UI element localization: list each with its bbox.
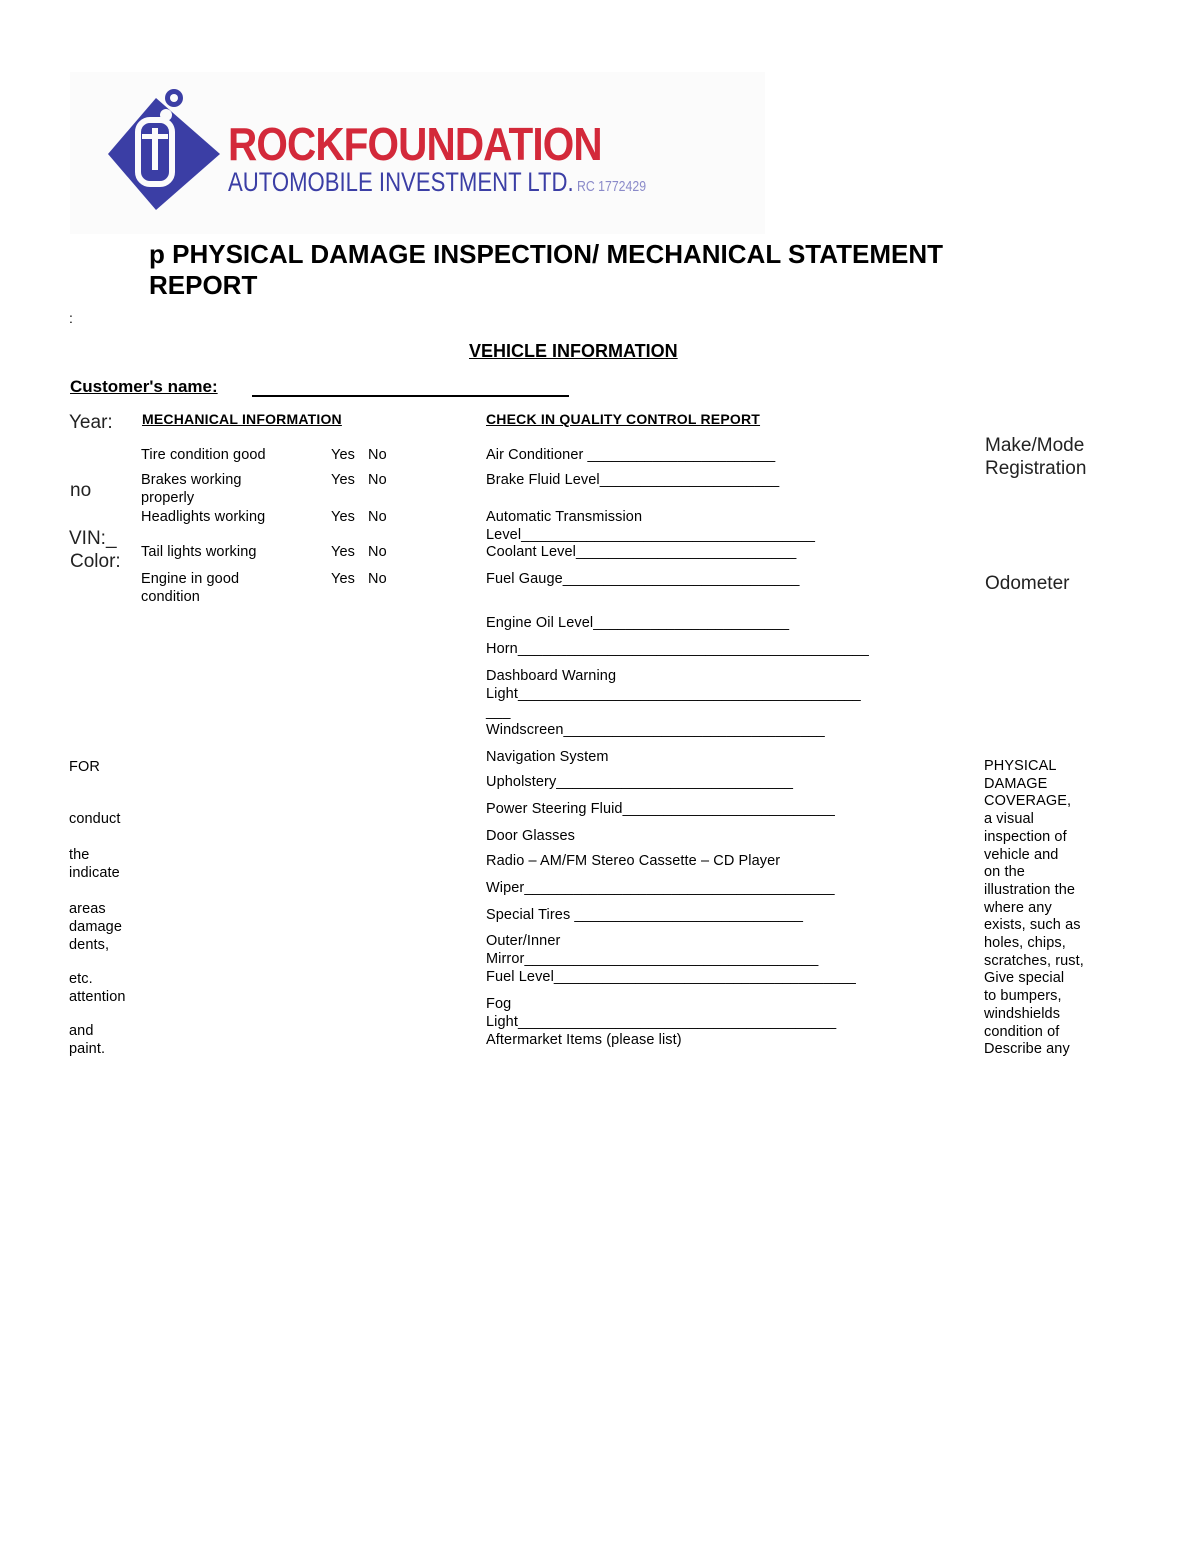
odometer-label: Odometer <box>985 573 1070 594</box>
no-option[interactable]: No <box>368 472 387 488</box>
colon-mark: : <box>69 310 73 326</box>
physical-damage-note: PHYSICAL DAMAGE COVERAGE, a visual inspection of vehicle and on the illustration the where any exists, such as holes, chips, scratches, rust, Give special to bumpers, windshields condition of Describe any <box>984 758 1084 1058</box>
yes-option[interactable]: Yes <box>331 571 355 587</box>
mechanical-heading: MECHANICAL INFORMATION <box>142 411 342 427</box>
customer-name-field[interactable] <box>252 395 569 397</box>
mechanical-item-label: Tire condition good <box>141 447 266 463</box>
checkin-item[interactable]: Aftermarket Items (please list) <box>486 1032 682 1048</box>
logo-company-name: ROCKFOUNDATION <box>228 118 602 170</box>
checkin-item[interactable]: Outer/Inner Mirror____________________________________ <box>486 933 819 967</box>
checkin-item[interactable]: Horn___________________________________________ <box>486 641 869 657</box>
checkin-item[interactable]: Windscreen________________________________ <box>486 722 825 738</box>
mechanical-item-label: Brakes working properly <box>141 472 242 506</box>
no-option[interactable]: No <box>368 571 387 587</box>
checkin-item[interactable]: Wiper______________________________________ <box>486 880 835 896</box>
checkin-item[interactable]: Coolant Level___________________________ <box>486 544 797 560</box>
mechanical-item-label: Headlights working <box>141 509 266 525</box>
year-label: Year: <box>69 412 113 433</box>
left-note: etc. attention <box>69 971 126 1005</box>
checkin-item[interactable]: Fuel Level_____________________________________ <box>486 969 856 985</box>
checkin-item[interactable]: Engine Oil Level________________________ <box>486 615 790 631</box>
yes-option[interactable]: Yes <box>331 472 355 488</box>
left-note: areas damage dents, <box>69 901 122 953</box>
color-label: Color: <box>70 551 121 572</box>
checkin-item[interactable]: Navigation System <box>486 749 609 765</box>
checkin-item[interactable]: Brake Fluid Level______________________ <box>486 472 780 488</box>
checkin-item[interactable]: Automatic Transmission Level____________________________________ <box>486 509 816 543</box>
yes-option[interactable]: Yes <box>331 509 355 525</box>
left-note: conduct <box>69 811 121 827</box>
no-option[interactable]: No <box>368 509 387 525</box>
no-option[interactable]: No <box>368 544 387 560</box>
checkin-item[interactable]: Upholstery_____________________________ <box>486 774 794 790</box>
checkin-item[interactable]: Special Tires ____________________________ <box>486 907 804 923</box>
left-note: the indicate <box>69 847 120 881</box>
checkin-item[interactable]: Radio – AM/FM Stereo Cassette – CD Player <box>486 853 781 869</box>
checkin-heading: CHECK IN QUALITY CONTROL REPORT <box>486 411 761 427</box>
checkin-item[interactable]: Air Conditioner _______________________ <box>486 447 776 463</box>
company-logo <box>70 72 765 234</box>
mechanical-item-label: Engine in good condition <box>141 571 240 605</box>
customer-name-label: Customer's name: <box>70 377 218 396</box>
checkin-item[interactable]: Fuel Gauge_____________________________ <box>486 571 800 587</box>
checkin-item[interactable]: Power Steering Fluid__________________________ <box>486 801 835 817</box>
checkin-item[interactable]: Dashboard Warning Light__________________________________________ ___ <box>486 668 861 720</box>
left-note: and paint. <box>69 1023 106 1057</box>
logo-rc-number: RC 1772429 <box>576 178 647 195</box>
no-label: no <box>70 480 92 501</box>
checkin-item[interactable]: Door Glasses <box>486 828 576 844</box>
make-model-registration-label: Make/Mode Registration <box>985 435 1087 479</box>
logo-subtitle <box>228 167 646 198</box>
logo-subtitle-text: AUTOMOBILE INVESTMENT LTD. <box>228 167 574 197</box>
vin-label: VIN:_ <box>69 528 117 549</box>
page-title: p PHYSICAL DAMAGE INSPECTION/ MECHANICAL STATEMENT REPORT <box>149 239 943 300</box>
yes-option[interactable]: Yes <box>331 447 355 463</box>
logo-emblem-icon <box>70 72 230 234</box>
section-heading: VEHICLE INFORMATION <box>469 341 678 361</box>
checkin-item[interactable]: Fog Light_______________________________________ <box>486 996 837 1030</box>
no-option[interactable]: No <box>368 447 387 463</box>
left-note: FOR <box>69 759 100 775</box>
mechanical-item-label: Tail lights working <box>141 544 257 560</box>
yes-option[interactable]: Yes <box>331 544 355 560</box>
